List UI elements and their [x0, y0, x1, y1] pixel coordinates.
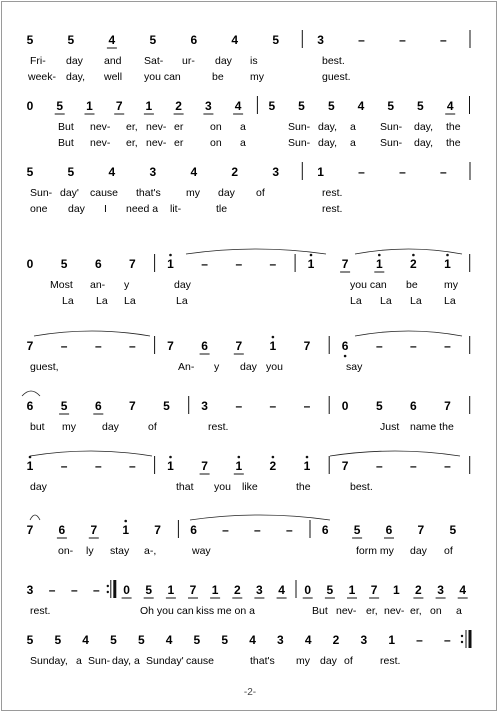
note: 7 [167, 339, 174, 353]
lyric-word: Sunday' [146, 655, 184, 667]
note: 7 [26, 523, 34, 537]
lyric-word: Sun- [88, 655, 111, 667]
note: 1 [317, 165, 324, 179]
lyric-word: the [296, 481, 311, 493]
lyric-word: La [380, 295, 392, 307]
note: 5 [272, 33, 280, 47]
slur-arc [30, 451, 152, 456]
note: 6 [341, 339, 349, 353]
lyric-word: Sun- [288, 137, 311, 149]
note: 3 [26, 583, 34, 597]
note: – [410, 459, 417, 473]
note: 4 [459, 583, 467, 597]
slur-arc [186, 249, 326, 254]
note: 4 [249, 633, 256, 647]
note: 7 [26, 339, 34, 353]
lyric-word: er, [126, 137, 138, 149]
note: 2 [233, 583, 241, 597]
note: – [94, 459, 102, 473]
lyric-word: tle [216, 203, 228, 215]
note: 7 [417, 523, 425, 537]
note: 6 [410, 399, 417, 413]
note: – [94, 339, 102, 353]
note: 5 [137, 633, 145, 647]
lyric-word: be [212, 71, 224, 83]
octave-dot-high [446, 254, 449, 257]
note: 7 [129, 257, 136, 271]
lyric-word: guest, [30, 361, 59, 373]
note: – [375, 339, 383, 353]
lyric-word: an- [90, 279, 106, 291]
note: 1 [235, 459, 243, 473]
slur-arc [30, 515, 40, 520]
note: 5 [67, 33, 75, 47]
lyric-word: day [218, 187, 235, 199]
lyric-word: La [176, 295, 188, 307]
lyric-word: La [444, 295, 456, 307]
lyric-word: nev- [146, 121, 167, 133]
octave-dot-high [272, 456, 275, 459]
note: 1 [307, 257, 315, 271]
repeat-dot [107, 585, 109, 587]
lyric-word: you [266, 361, 283, 373]
lyric-word: say [346, 361, 363, 373]
note: 3 [360, 633, 368, 647]
note: 1 [375, 257, 383, 271]
note: 5 [327, 99, 335, 113]
repeat-dot [461, 641, 463, 643]
lyric-word: of [148, 421, 157, 433]
lyric-word: nev- [90, 121, 111, 133]
lyric-word: ur- [182, 55, 195, 67]
note: 5 [149, 33, 157, 47]
score-system [27, 515, 457, 557]
note: 4 [446, 99, 454, 113]
lyric-word: name the [410, 421, 454, 433]
lyric-word: Oh you can [140, 605, 194, 617]
lyric-word: cause [186, 655, 215, 667]
lyric-word: a [240, 137, 246, 149]
note: 3 [205, 99, 212, 113]
slur-arc [355, 249, 462, 254]
lyric-word: best. [350, 481, 373, 493]
lyric-word: like [242, 481, 258, 493]
note: – [440, 165, 447, 179]
lyric-word: rest. [30, 605, 51, 617]
octave-dot-low [344, 355, 347, 358]
score-system [27, 96, 470, 149]
note: 7 [235, 339, 243, 353]
note: 1 [211, 583, 219, 597]
note: – [60, 339, 68, 353]
note: – [235, 257, 243, 271]
octave-dot-high [310, 254, 313, 257]
note: – [93, 583, 100, 597]
lyric-word: y [214, 361, 220, 373]
note: 1 [303, 459, 311, 473]
note: – [444, 339, 451, 353]
lyric-word: on- [58, 545, 74, 557]
lyric-word: of [256, 187, 265, 199]
note: 1 [145, 99, 153, 113]
lyric-word: that's [136, 187, 161, 199]
note: – [222, 523, 229, 537]
note: – [375, 459, 383, 473]
octave-dot-high [169, 456, 172, 459]
note: – [129, 459, 136, 473]
lyric-word: kiss me on a [196, 605, 255, 617]
note: 5 [326, 583, 334, 597]
lyric-word: nev- [336, 605, 357, 617]
score-system [27, 30, 470, 83]
lyric-word: er, [126, 121, 138, 133]
note: 3 [317, 33, 324, 47]
lyric-word: La [62, 295, 74, 307]
octave-dot-high [124, 520, 127, 523]
lyric-word: nev- [90, 137, 111, 149]
lyric-word: of [344, 655, 353, 667]
slur-arc [190, 515, 330, 520]
note: 6 [58, 523, 66, 537]
lyric-word: La [410, 295, 422, 307]
note: – [48, 583, 56, 597]
note: 1 [167, 257, 174, 271]
note: – [410, 339, 417, 353]
note: 1 [86, 99, 93, 113]
octave-dot-high [238, 456, 241, 459]
note: 2 [269, 459, 277, 473]
note: 5 [221, 633, 229, 647]
lyric-word: is [250, 55, 258, 67]
lyric-word: day [68, 203, 85, 215]
lyric-word: my [186, 187, 200, 199]
lyric-word: An- [178, 361, 195, 373]
lyric-word: La [350, 295, 362, 307]
note: 3 [201, 399, 208, 413]
note: 1 [122, 523, 130, 537]
lyric-word: day [66, 55, 83, 67]
lyric-word: but [30, 421, 45, 433]
lyric-word: be [406, 279, 418, 291]
note: 7 [444, 399, 451, 413]
octave-dot-high [169, 254, 172, 257]
note: 7 [189, 583, 197, 597]
lyric-word: form my [356, 545, 394, 557]
note: 4 [190, 165, 198, 179]
lyric-word: well [104, 71, 123, 83]
lyric-word: Sun- [30, 187, 53, 199]
lyric-word: and [104, 55, 122, 67]
note: – [443, 633, 451, 647]
note: 4 [304, 633, 312, 647]
note: 4 [278, 583, 285, 597]
lyric-word: that [176, 481, 194, 493]
lyric-word: stay [110, 545, 130, 557]
note: 6 [94, 257, 102, 271]
lyric-word: er [174, 121, 184, 133]
note: 3 [149, 165, 157, 179]
note: – [440, 33, 447, 47]
note: 3 [437, 583, 444, 597]
slur-arc [330, 451, 460, 456]
score-system [27, 249, 470, 307]
note: 5 [26, 33, 34, 47]
lyric-word: er, [366, 605, 378, 617]
note: – [399, 165, 406, 179]
lyric-word: day, [112, 655, 132, 667]
note: 3 [272, 165, 280, 179]
lyric-word: I [104, 203, 107, 215]
score-system [27, 630, 470, 667]
note: 5 [375, 399, 383, 413]
note: – [285, 523, 293, 537]
note: – [444, 459, 451, 473]
slur-arc [22, 391, 40, 396]
note: 0 [341, 399, 349, 413]
note: 7 [115, 99, 123, 113]
note: – [358, 33, 365, 47]
note: 0 [304, 583, 312, 597]
note: 3 [256, 583, 263, 597]
note: 5 [145, 583, 153, 597]
lyric-word: a [456, 605, 462, 617]
note: 2 [332, 633, 340, 647]
lyric-word: day, [318, 121, 338, 133]
lyric-word: you [214, 481, 231, 493]
lyric-word: rest. [322, 203, 343, 215]
lyric-word: Sun- [288, 121, 311, 133]
lyric-word: day, [318, 137, 338, 149]
note: – [303, 399, 311, 413]
note: 5 [268, 99, 276, 113]
note: 7 [303, 339, 311, 353]
lyric-word: my [62, 421, 76, 433]
note: 1 [167, 583, 175, 597]
lyric-word: cause [90, 187, 119, 199]
lyric-word: a [76, 655, 82, 667]
note: 5 [26, 633, 34, 647]
lyric-word: a [134, 655, 140, 667]
lyric-word: y [124, 279, 130, 291]
lyric-word: nev- [146, 137, 167, 149]
lyric-word: day, [414, 121, 434, 133]
note: – [129, 339, 136, 353]
note: 2 [231, 165, 239, 179]
note: 1 [392, 583, 400, 597]
lyric-word: the [446, 121, 461, 133]
note: 7 [201, 459, 208, 473]
lyric-word: Just [380, 421, 400, 433]
lyric-word: day, [414, 137, 434, 149]
note: 5 [387, 99, 395, 113]
note: 5 [26, 165, 34, 179]
lyric-word: day [240, 361, 257, 373]
lyric-word: er [174, 137, 184, 149]
note: – [201, 257, 208, 271]
note: 5 [193, 633, 201, 647]
lyric-word: on [210, 137, 222, 149]
lyric-word: day [320, 655, 337, 667]
note: 4 [82, 633, 89, 647]
lyric-word: rest. [380, 655, 401, 667]
note: 4 [234, 99, 242, 113]
note: 7 [341, 257, 349, 271]
note: 5 [449, 523, 457, 537]
repeat-dot [461, 635, 463, 637]
note: – [254, 523, 261, 537]
lyric-word: Sat- [144, 55, 164, 67]
lyric-word: a-, [144, 545, 157, 557]
note: 4 [357, 99, 365, 113]
note: 6 [201, 339, 208, 353]
lyric-word: need a [126, 203, 159, 215]
note: 5 [60, 257, 68, 271]
lyric-word: Sun- [380, 137, 403, 149]
note: 1 [167, 459, 174, 473]
note: – [269, 257, 277, 271]
lyric-word: day [174, 279, 191, 291]
lyric-word: But [58, 121, 74, 133]
lyric-word: a [240, 121, 246, 133]
slur-arc [34, 331, 150, 336]
lyric-word: La [96, 295, 108, 307]
octave-dot-high [306, 456, 309, 459]
score-system [27, 331, 470, 373]
lyric-word: that's [250, 655, 275, 667]
page-number: -2- [243, 687, 257, 698]
note: 5 [56, 99, 64, 113]
octave-dot-high [412, 254, 415, 257]
score-system [27, 580, 468, 617]
note: 6 [385, 523, 393, 537]
lyric-word: week- [28, 71, 57, 83]
note: 6 [26, 399, 34, 413]
note: – [235, 399, 243, 413]
note: 6 [190, 33, 198, 47]
note: 7 [154, 523, 161, 537]
note: 7 [90, 523, 98, 537]
note: 4 [231, 33, 239, 47]
lyric-word: day' [60, 187, 79, 199]
lyric-word: one [30, 203, 48, 215]
lyric-word: a [350, 137, 356, 149]
note: 5 [54, 633, 62, 647]
lyric-word: La [124, 295, 136, 307]
lyric-word: Sun- [380, 121, 403, 133]
lyric-word: er, [410, 605, 422, 617]
lyric-word: day [215, 55, 232, 67]
score-system [27, 162, 470, 215]
lyric-word: you can [350, 279, 387, 291]
note: 5 [353, 523, 361, 537]
score-system [22, 391, 470, 433]
slur-arc [355, 331, 462, 336]
note: 2 [410, 257, 417, 271]
note: – [269, 399, 277, 413]
lyric-word: my [444, 279, 458, 291]
note: 5 [298, 99, 305, 113]
lyric-word: Most [50, 279, 73, 291]
note: – [358, 165, 365, 179]
lyric-word: But [312, 605, 328, 617]
lyric-word: on [210, 121, 222, 133]
lyric-word: my [250, 71, 264, 83]
lyric-word: on [430, 605, 442, 617]
note: 2 [415, 583, 422, 597]
note: 4 [108, 165, 116, 179]
note: 1 [26, 459, 34, 473]
note: 7 [129, 399, 136, 413]
note: 0 [26, 257, 34, 271]
octave-dot-high [272, 336, 275, 339]
note: 1 [269, 339, 277, 353]
lyric-word: my [296, 655, 310, 667]
note: 6 [94, 399, 102, 413]
note: 1 [444, 257, 451, 271]
lyric-word: rest. [208, 421, 229, 433]
note: 6 [190, 523, 197, 537]
note: 4 [108, 33, 116, 47]
note: 1 [348, 583, 356, 597]
note: 2 [175, 99, 182, 113]
lyric-word: lit- [170, 203, 182, 215]
lyric-word: guest. [322, 71, 351, 83]
note: 6 [321, 523, 329, 537]
lyric-word: way [192, 545, 211, 557]
note: – [60, 459, 68, 473]
note: 5 [417, 99, 424, 113]
note: – [416, 633, 423, 647]
note: – [70, 583, 78, 597]
note: 1 [388, 633, 396, 647]
lyric-word: a [350, 121, 356, 133]
lyric-word: the [446, 137, 461, 149]
note: 7 [370, 583, 378, 597]
lyric-word: ly [86, 545, 94, 557]
note: 4 [165, 633, 173, 647]
note: 5 [60, 399, 68, 413]
lyric-word: day, [66, 71, 86, 83]
lyric-word: best. [322, 55, 345, 67]
note: 5 [67, 165, 75, 179]
note: 3 [277, 633, 284, 647]
lyric-word: you can [144, 71, 181, 83]
lyric-word: day [102, 421, 119, 433]
lyric-word: nev- [384, 605, 405, 617]
octave-dot-high [378, 254, 381, 257]
lyric-word: rest. [322, 187, 343, 199]
lyric-word: day [30, 481, 47, 493]
note: 5 [110, 633, 117, 647]
lyric-word: day [410, 545, 427, 557]
note: 0 [123, 583, 130, 597]
note: – [399, 33, 406, 47]
lyric-word: Fri- [30, 55, 46, 67]
lyric-word: Sunday, [30, 655, 68, 667]
lyric-word: But [58, 137, 74, 149]
repeat-dot [107, 591, 109, 593]
note: 7 [341, 459, 349, 473]
score-system [27, 451, 470, 493]
note: 5 [163, 399, 170, 413]
note: 0 [26, 99, 34, 113]
lyric-word: of [444, 545, 453, 557]
